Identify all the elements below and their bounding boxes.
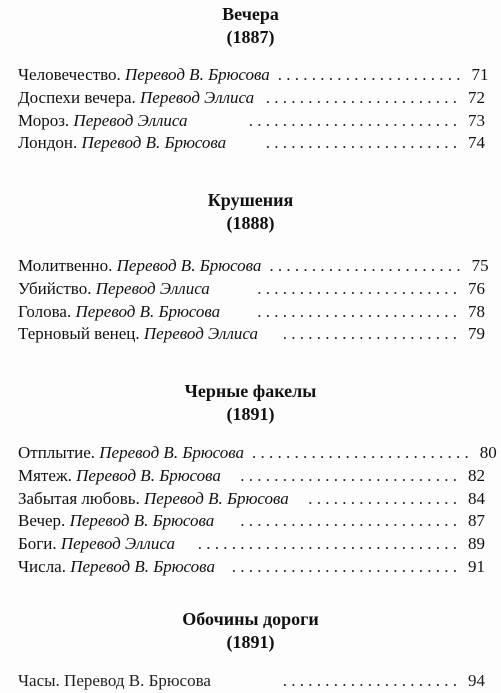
toc-section (0, 380, 501, 426)
section-year: (1887) (226, 27, 275, 47)
entry-title: Лондон. (18, 133, 78, 153)
leader-dots: . . . . . . . . . . . . . . . . . . . . . . . . (257, 278, 457, 298)
entry-page-number: 82 (468, 465, 485, 485)
toc-entries (18, 255, 489, 346)
entry-title: Терновый венец. (18, 324, 140, 344)
entry-translator: Перевод В. Брюсова (76, 465, 221, 485)
section-title: Обочины дороги (182, 609, 319, 629)
leader-dots: . . . . . . . . . . . . . . . . . . . . . . . (265, 133, 457, 153)
leader-dots: . . . . . . . . . . . . . . . . . . . . . . . (265, 87, 457, 107)
entry-page-number: 78 (468, 301, 485, 321)
entry-translator: Перевод В. Брюсова (144, 488, 289, 508)
entry-title: Молитвенно. (18, 256, 113, 275)
section-year: (1888) (226, 213, 275, 233)
entry-page-number: 87 (468, 511, 485, 531)
toc-entries (18, 442, 497, 579)
entry-translator: Перевод В. Брюсова (81, 133, 227, 153)
entry-title: Мятеж. (18, 465, 72, 485)
toc-entry (18, 323, 485, 346)
leader-dots: . . . . . . . . . . . . . . . . . . . . . (282, 671, 457, 690)
toc-entry (18, 533, 485, 556)
toc-entry (18, 278, 485, 301)
toc-section (0, 189, 501, 235)
entry-title: Вечер. (18, 511, 66, 531)
entry-page-number: 89 (468, 534, 485, 554)
cut-off-entry (18, 670, 485, 690)
entry-title: Голова. (18, 301, 72, 321)
leader-dots: . . . . . . . . . . . . . . . . . . . . . . . . . . . (231, 556, 457, 576)
entry-title: Убийство. (18, 278, 92, 298)
toc-entries (18, 64, 489, 155)
leader-dots: . . . . . . . . . . . . . . . . . . . . . . (277, 65, 461, 84)
entry-page-number: 80 (479, 443, 497, 462)
leader-dots: . . . . . . . . . . . . . . . . . . . . . . . (269, 256, 461, 275)
toc-entry (18, 442, 497, 465)
entry-title: Доспехи вечера. (18, 87, 136, 107)
leader-dots: . . . . . . . . . . . . . . . . . . . . . . . . . . (240, 465, 457, 485)
leader-dots: . . . . . . . . . . . . . . . . . . (308, 488, 457, 508)
entry-page-number: 72 (468, 87, 485, 107)
entry-translator: Перевод В. Брюсова (116, 256, 262, 275)
toc-entry (18, 255, 489, 278)
toc-entry (18, 132, 485, 155)
section-year: (1891) (226, 404, 275, 424)
toc-entry (18, 301, 485, 324)
entry-title: Числа. (18, 556, 66, 576)
entry-translator: Перевод Эллиса (73, 110, 188, 130)
toc-entry (18, 64, 489, 87)
leader-dots: . . . . . . . . . . . . . . . . . . . . . (282, 324, 457, 344)
entry-page-number: 91 (468, 556, 485, 576)
toc-entry (18, 87, 485, 110)
toc-section (0, 608, 501, 654)
entry-title: Часы. Перевод В. Брюсова (18, 671, 211, 690)
entry-title: Мороз. (18, 110, 70, 130)
toc-entry (18, 556, 485, 579)
entry-translator: Перевод Эллиса (60, 534, 175, 554)
toc-entry (18, 510, 485, 533)
entry-page-number: 84 (468, 488, 485, 508)
entry-page-number: 94 (468, 671, 485, 690)
entry-translator: Перевод В. Брюсова (75, 301, 221, 321)
entry-title: Отплытие. (18, 443, 96, 462)
leader-dots: . . . . . . . . . . . . . . . . . . . . . . . . . . . . . . . (197, 534, 457, 554)
leader-dots: . . . . . . . . . . . . . . . . . . . . . . . . . (248, 110, 457, 130)
entry-translator: Перевод В. Брюсова (69, 511, 215, 531)
entry-translator: Перевод В. Брюсова (125, 65, 270, 84)
entry-page-number: 75 (471, 256, 489, 275)
toc-entry (18, 465, 485, 488)
entry-page-number: 74 (468, 133, 485, 153)
entry-title: Забытая любовь. (18, 488, 140, 508)
entry-title: Боги. (18, 534, 57, 554)
entry-translator: Перевод В. Брюсова (99, 443, 244, 462)
toc-entry (18, 488, 485, 511)
leader-dots: . . . . . . . . . . . . . . . . . . . . . . . . . . (252, 443, 469, 462)
leader-dots: . . . . . . . . . . . . . . . . . . . . . . . . (257, 301, 457, 321)
toc-entry (18, 110, 485, 133)
entry-title: Человечество. (18, 65, 121, 84)
section-title: Вечера (222, 4, 279, 24)
section-title: Черные факелы (184, 381, 317, 401)
section-title: Крушения (207, 190, 294, 210)
entry-page-number: 71 (471, 65, 489, 84)
entry-page-number: 76 (468, 278, 485, 298)
entry-translator: Перевод В. Брюсова (70, 556, 215, 576)
section-year: (1891) (226, 632, 275, 652)
leader-dots: . . . . . . . . . . . . . . . . . . . . . . . . . . (240, 511, 457, 531)
entry-translator: Перевод Эллиса (143, 324, 258, 344)
toc-section (0, 3, 501, 49)
entry-translator: Перевод Эллиса (140, 87, 255, 107)
entry-page-number: 73 (468, 110, 485, 130)
entry-page-number: 79 (468, 324, 485, 344)
entry-translator: Перевод Эллиса (95, 278, 210, 298)
